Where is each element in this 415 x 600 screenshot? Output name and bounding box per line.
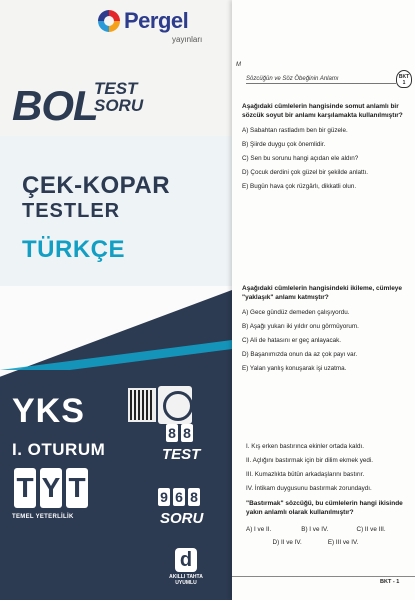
test-badge-label: BKT xyxy=(398,74,410,80)
tyt-badge xyxy=(14,468,92,508)
question-1 xyxy=(242,102,412,194)
exam-session: I. OTURUM xyxy=(12,440,106,459)
answer-option[interactable]: B) Şiirde duygu çok önemlidir. xyxy=(242,141,326,148)
statement: I. Kış erken bastırınca ekinler ortada kaldı. xyxy=(246,443,364,450)
smart-board-text: AKILLI TAHTA UYUMLU xyxy=(169,574,203,586)
publisher-subtitle: yayınları xyxy=(172,35,203,44)
answer-option[interactable]: D) Başanımızda onun da az çok payı var. xyxy=(242,351,358,358)
exam-name: YKS xyxy=(12,392,85,430)
smart-board-badge xyxy=(166,548,206,592)
cover-title-line2: TESTLER xyxy=(22,200,121,222)
statement: II. Açlığını bastırmak için bir dilim ekmek yedi. xyxy=(246,457,374,464)
test-count-digit: 8 xyxy=(166,424,178,442)
pergel-logo-icon xyxy=(98,10,120,32)
tyt-letter: T xyxy=(66,468,88,508)
answer-option[interactable]: C) II ve III. xyxy=(356,526,386,533)
question-count-digit: 6 xyxy=(173,488,185,506)
answer-option[interactable]: E) Bugün hava çok rüzgârlı, dikkatli olun. xyxy=(242,183,357,190)
answer-option[interactable]: A) Gece gündüz demeden çalışıyordu. xyxy=(242,309,350,316)
page-footer: BKT - 1 xyxy=(380,579,400,585)
test-badge-number: 1 xyxy=(402,80,406,86)
publisher-logo xyxy=(98,8,216,54)
app-badge-icon xyxy=(158,386,192,424)
answer-option[interactable]: A) Sabahtan rastladım ben bir güzele. xyxy=(242,127,348,134)
page-marker: M xyxy=(236,62,241,68)
series-soru: SORU xyxy=(94,96,144,115)
question-stem: Aşağıdaki cümlelerin hangisinde somut anlamlı bir sözcük soyut bir anlamı karşılamakta kullanılmıştır? xyxy=(242,103,403,119)
smart-board-icon: d xyxy=(175,548,197,572)
test-page xyxy=(232,0,415,600)
statement: III. Kumazlıkta bütün arkadaşlarını bastırır. xyxy=(246,471,365,478)
test-count-digit: 8 xyxy=(181,424,193,442)
answer-option[interactable]: D) Çocuk derdini çok güzel bir şekilde anlattı. xyxy=(242,169,368,176)
series-bol: BOL xyxy=(12,82,98,129)
series-logo xyxy=(12,74,162,134)
test-count-label: TEST xyxy=(162,446,201,463)
answer-option[interactable]: C) Ali de hatasını er geç anlayacak. xyxy=(242,337,342,344)
tyt-caption: TEMEL YETERLİLİK xyxy=(12,514,74,520)
publisher-name: Pergel xyxy=(124,8,189,33)
series-test: TEST xyxy=(94,79,138,98)
qr-code-icon xyxy=(128,388,156,422)
test-count xyxy=(166,424,193,442)
tyt-letter: T xyxy=(14,468,36,508)
option-list xyxy=(242,124,412,194)
answer-option[interactable]: B) I ve IV. xyxy=(301,526,329,533)
statement: IV. İntikam duygusunu bastırmak zorundaydı. xyxy=(246,485,372,492)
option-grid xyxy=(246,523,412,549)
answer-option[interactable]: B) Aşağı yukarı iki yıldır onu görmüyorum. xyxy=(242,323,359,330)
option-list xyxy=(242,306,412,376)
footer-divider xyxy=(232,576,415,577)
tyt-letter: Y xyxy=(40,468,62,508)
cover-title-line1: ÇEK-KOPAR xyxy=(22,172,171,199)
answer-option[interactable]: E) III ve IV. xyxy=(327,539,359,546)
question-count-digit: 9 xyxy=(158,488,170,506)
question-count-digit: 8 xyxy=(188,488,200,506)
question-2 xyxy=(242,284,412,376)
section-title: Sözcüğün ve Söz Öbeğinin Anlamı xyxy=(246,76,396,84)
statement-list xyxy=(246,440,412,496)
answer-option[interactable]: A) I ve II. xyxy=(246,526,272,533)
test-badge xyxy=(396,70,412,88)
series-test-soru xyxy=(94,80,143,114)
question-stem: Aşağıdaki cümlelerin hangisindeki ikileme, cümleye "yaklaşık" anlamı katmıştır? xyxy=(242,285,403,301)
answer-option[interactable]: D) II ve IV. xyxy=(272,539,302,546)
answer-option[interactable]: E) Yalan yanlış konuşarak işi uzatma. xyxy=(242,365,347,372)
answer-option[interactable]: C) Sen bu sorunu hangi açıdan ele aldın? xyxy=(242,155,359,162)
question-stem: "Bastırmak" sözcüğü, bu cümlelerin hangi ikisinde yakın anlamlı olarak kullanılmıştır? xyxy=(246,500,403,516)
question-count xyxy=(158,488,200,506)
question-count-label: SORU xyxy=(160,510,204,527)
question-3 xyxy=(246,440,412,549)
cover-subject: TÜRKÇE xyxy=(22,236,125,263)
